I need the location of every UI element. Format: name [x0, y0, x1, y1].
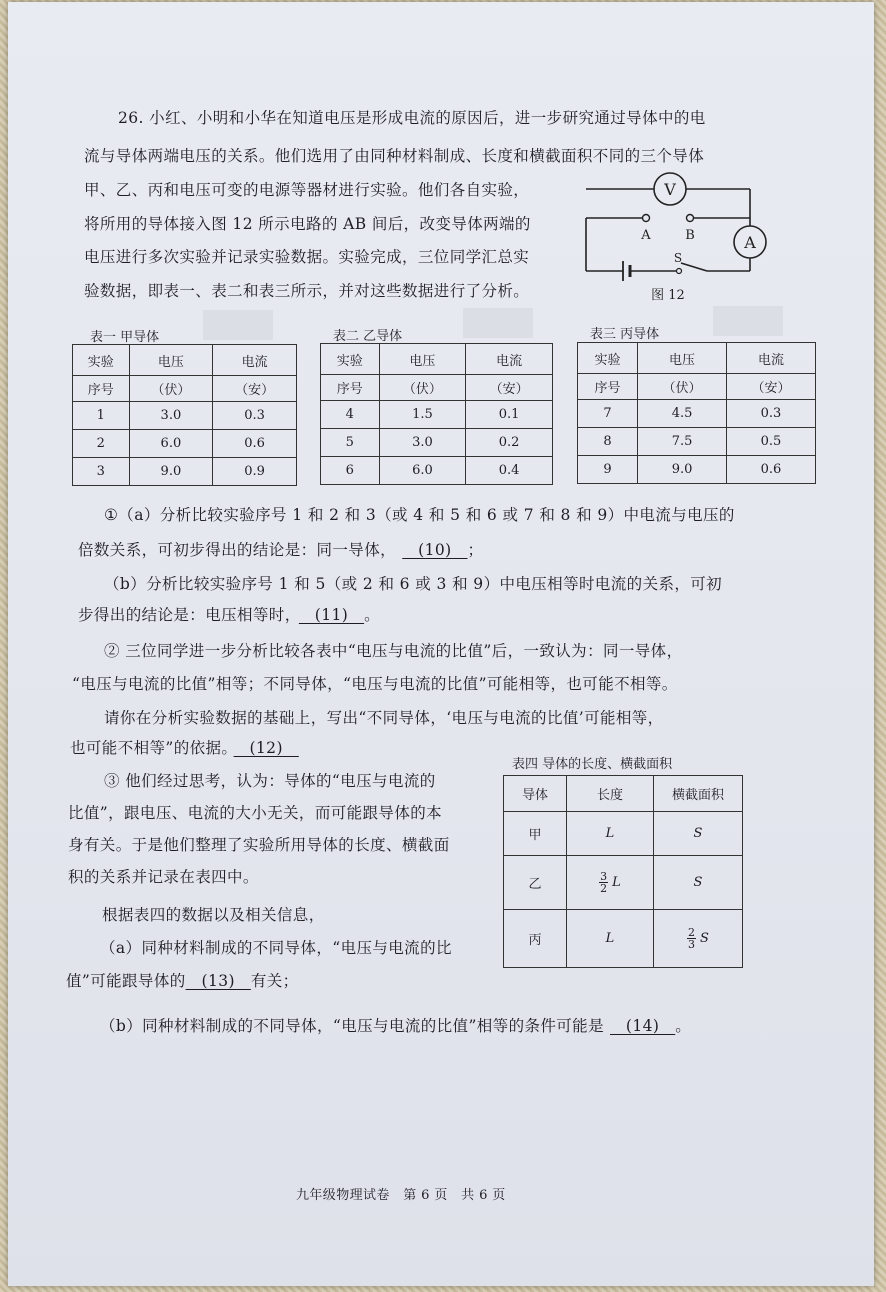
part3-a-line1: （a）同种材料制成的不同导体，“电压与电流的比	[100, 939, 452, 957]
table-row	[73, 458, 297, 486]
redaction-box	[463, 308, 533, 338]
table-header: （安）	[213, 376, 297, 402]
part3-a-text: 值”可能跟导体的	[66, 972, 186, 990]
part3-line3: 身有关。于是他们整理了实验所用导体的长度、横截面	[68, 836, 450, 854]
table-cell: 4	[321, 401, 380, 429]
table-cell: S	[654, 856, 743, 910]
part1-a-line2	[78, 538, 483, 560]
table-row	[504, 910, 743, 968]
table-header: 电压	[379, 344, 466, 375]
table-cell: 3.0	[129, 402, 213, 430]
table-cell: 0.5	[727, 428, 816, 456]
answer-blank-13[interactable]: (13)	[185, 972, 251, 990]
table-header: 电流	[466, 344, 553, 375]
part2-text: 也可能不相等”的依据。	[70, 739, 230, 757]
table-cell	[654, 910, 743, 968]
part3-line2: 比值”，跟电压、电流的大小无关，而可能跟导体的本	[68, 804, 443, 822]
circuit-diagram-figure-12	[580, 168, 780, 308]
table-cell: 0.6	[727, 456, 816, 484]
table-row	[578, 428, 816, 456]
table-cell: 丙	[504, 910, 567, 968]
redaction-box	[203, 310, 273, 340]
table-row	[578, 400, 816, 428]
table-cell: 甲	[504, 812, 567, 856]
table-header: （伏）	[379, 375, 466, 401]
part3-a-end: 有关；	[250, 972, 299, 990]
q26-line1: 26. 小红、小明和小华在知道电压是形成电流的原因后，进一步研究通过导体中的电	[118, 109, 706, 127]
table-cell: 4.5	[638, 400, 727, 428]
table-cell: L	[567, 910, 654, 968]
part1-a-line1: ①（a）分析比较实验序号 1 和 2 和 3（或 4 和 5 和 6 或 7 和 8 和 9）中电流与电压的	[104, 506, 735, 524]
table-row	[504, 856, 743, 910]
table-header: （伏）	[638, 374, 727, 400]
table-cell: 0.2	[466, 429, 553, 457]
part3-b-end: 。	[675, 1017, 692, 1035]
table-cell: 乙	[504, 856, 567, 910]
table1-caption: 表一 甲导体	[90, 330, 160, 345]
q26-line4: 将所用的导体接入图 12 所示电路的 AB 间后，改变导体两端的	[84, 215, 531, 233]
part2-line1: ② 三位同学进一步分析比较各表中“电压与电流的比值”后，一致认为：同一导体，	[104, 642, 683, 660]
table-cell: 1.5	[379, 401, 466, 429]
data-table-4	[503, 775, 743, 968]
part3-a-line2	[66, 969, 299, 991]
table-header: 序号	[321, 375, 380, 401]
part3-b-line	[100, 1014, 691, 1036]
table-cell: 9.0	[129, 458, 213, 486]
table-header: 实验	[578, 343, 638, 374]
table-header: 实验	[321, 344, 380, 375]
table-header: （伏）	[129, 376, 213, 402]
data-table-3	[577, 342, 816, 484]
part3-line5: 根据表四的数据以及相关信息，	[102, 906, 325, 924]
table-row	[321, 457, 553, 485]
table-cell: 9.0	[638, 456, 727, 484]
table-header: 电压	[129, 345, 213, 376]
table-header: 长度	[567, 776, 654, 812]
table-cell: 2	[73, 430, 130, 458]
table-header: 序号	[73, 376, 130, 402]
table3-caption: 表三 丙导体	[590, 327, 660, 342]
fraction-numerator: 3	[600, 870, 608, 883]
part1-b-text: 步得出的结论是：电压相等时，	[78, 606, 293, 624]
table-header: 电压	[638, 343, 727, 374]
part1-b-line1: （b）分析比较实验序号 1 和 5（或 2 和 6 或 3 和 9）中电压相等时电流的关系，可初	[104, 575, 723, 593]
data-table-2	[320, 343, 553, 485]
table-header: 电流	[727, 343, 816, 374]
table-row	[321, 429, 553, 457]
table-cell: 6.0	[129, 430, 213, 458]
table-row	[73, 402, 297, 430]
answer-blank-12[interactable]: (12)	[233, 739, 299, 757]
table-cell: 7	[578, 400, 638, 428]
data-table-1	[72, 344, 297, 486]
point-b-label: B	[685, 228, 695, 243]
table-header: 电流	[213, 345, 297, 376]
fraction-denominator: 3	[688, 938, 696, 951]
table2-caption: 表二 乙导体	[333, 329, 403, 344]
part2-line2: “电压与电流的比值”相等；不同导体，“电压与电流的比值”可能相等，也可能不相等。	[72, 675, 678, 693]
table-header: 导体	[504, 776, 567, 812]
table-cell: 9	[578, 456, 638, 484]
table-cell: 3	[73, 458, 130, 486]
redaction-box	[713, 306, 783, 336]
table4-caption: 表四 导体的长度、横截面积	[512, 757, 673, 772]
part1-a-text: 倍数关系，可初步得出的结论是：同一导体，	[78, 541, 389, 559]
table-cell: 6.0	[379, 457, 466, 485]
table-cell: 0.4	[466, 457, 553, 485]
answer-blank-10[interactable]: (10)	[402, 541, 468, 559]
fraction	[599, 871, 608, 894]
table-cell: 5	[321, 429, 380, 457]
table-header: 实验	[73, 345, 130, 376]
table-cell: 6	[321, 457, 380, 485]
part3-line4: 积的关系并记录在表四中。	[68, 868, 259, 886]
fraction-denominator: 2	[600, 882, 608, 895]
fraction	[687, 927, 696, 950]
q26-line3: 甲、乙、丙和电压可变的电源等器材进行实验。他们各自实验，	[84, 181, 530, 199]
ammeter-label: A	[744, 233, 756, 252]
answer-blank-14[interactable]: (14)	[609, 1017, 676, 1035]
table-row	[321, 401, 553, 429]
table-cell: L	[567, 812, 654, 856]
q26-line6: 验数据，即表一、表二和表三所示，并对这些数据进行了分析。	[84, 282, 530, 300]
table-cell: 0.3	[213, 402, 297, 430]
table-row	[504, 812, 743, 856]
table-cell: 3.0	[379, 429, 466, 457]
part3-line1: ③ 他们经过思考，认为：导体的“电压与电流的	[104, 772, 436, 790]
table-cell: S	[654, 812, 743, 856]
point-a-label: A	[641, 228, 651, 243]
page-footer: 九年级物理试卷 第 6 页 共 6 页	[296, 1188, 506, 1203]
fraction-numerator: 2	[688, 926, 696, 939]
table-cell: 0.9	[213, 458, 297, 486]
voltmeter-label: V	[664, 180, 676, 199]
table-cell: 1	[73, 402, 130, 430]
switch-label: S	[673, 251, 683, 265]
table-cell: 7.5	[638, 428, 727, 456]
part1-b-line2	[78, 603, 380, 625]
table-cell: 0.6	[213, 430, 297, 458]
table-cell: 0.3	[727, 400, 816, 428]
part1-a-end: ；	[467, 541, 484, 559]
table-cell: 0.1	[466, 401, 553, 429]
table-row	[578, 456, 816, 484]
length-variable: L	[612, 875, 621, 890]
area-variable: S	[700, 931, 709, 946]
part3-b-text: （b）同种材料制成的不同导体，“电压与电流的比值”相等的条件可能是	[100, 1017, 604, 1035]
table-header: 横截面积	[654, 776, 743, 812]
table-row	[73, 430, 297, 458]
figure-caption: 图 12	[651, 288, 685, 303]
part2-line4	[70, 736, 299, 758]
table-header: （安）	[727, 374, 816, 400]
table-cell: 8	[578, 428, 638, 456]
answer-blank-11[interactable]: (11)	[298, 606, 365, 624]
table-header: 序号	[578, 374, 638, 400]
q26-line5: 电压进行多次实验并记录实验数据。实验完成，三位同学汇总实	[84, 248, 530, 266]
part1-b-end: 。	[364, 606, 380, 624]
table-header: （安）	[466, 375, 553, 401]
table-cell	[567, 856, 654, 910]
part2-line3: 请你在分析实验数据的基础上，写出“不同导体，‘电压与电流的比值’可能相等，	[104, 709, 664, 727]
q26-line2: 流与导体两端电压的关系。他们选用了由同种材料制成、长度和横截面积不同的三个导体	[84, 147, 705, 165]
